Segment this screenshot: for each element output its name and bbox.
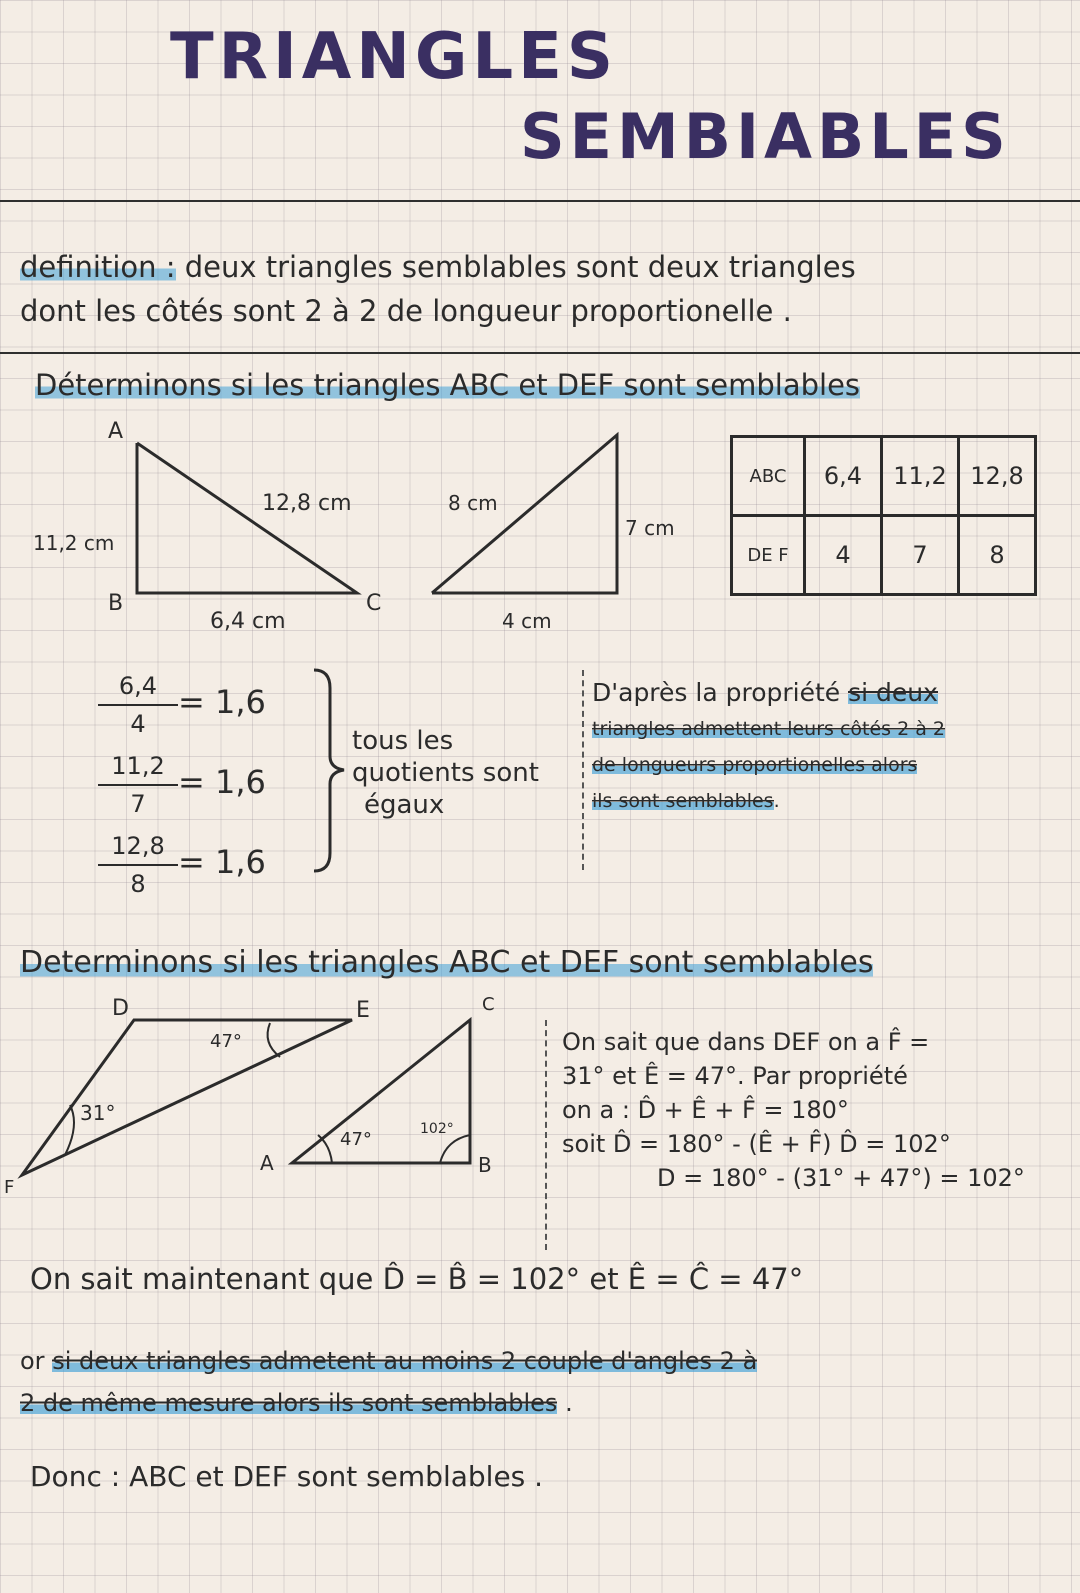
- fraction-num: 11,2: [111, 752, 165, 780]
- section1-figures: [0, 410, 720, 640]
- fraction-num: 12,8: [111, 832, 165, 860]
- definition-line-2: dont les côtés sont 2 à 2 de longueur proportionelle .: [20, 294, 792, 328]
- label-d: D: [112, 996, 129, 1021]
- conclusion-final: Donc : ABC et DEF sont semblables .: [30, 1460, 544, 1493]
- brace-text-line-3: égaux: [364, 790, 445, 820]
- fraction-result-3: = 1,6: [178, 843, 266, 881]
- table-row: [732, 516, 1036, 595]
- angle-f: 31°: [80, 1101, 116, 1125]
- definition-line-1: deux triangles semblables sont deux triangles: [184, 250, 856, 284]
- label-c: C: [366, 591, 382, 616]
- side-ab: 11,2 cm: [33, 531, 115, 555]
- fraction-3: [98, 832, 178, 898]
- brace-text: [352, 725, 539, 821]
- fraction-2: [98, 752, 178, 818]
- reasoning-block: [562, 1025, 1072, 1195]
- section2-heading: Determinons si les triangles ABC et DEF sont semblables: [20, 945, 874, 980]
- side-bc: 6,4 cm: [210, 609, 286, 634]
- property-strike-3: de longueurs proportionelles alors: [592, 754, 918, 776]
- section1-heading: Déterminons si les triangles ABC et DEF sont semblables: [35, 368, 861, 402]
- side-ac: 12,8 cm: [262, 491, 352, 516]
- property-end: .: [773, 790, 780, 812]
- reasoning-line-3: on a : D̂ + Ê + F̂ = 180°: [562, 1096, 849, 1124]
- title-line-2: SEMBIABLES: [520, 100, 1011, 173]
- triangle-def-angles: [22, 1020, 352, 1175]
- conclusion-or: or: [20, 1347, 45, 1375]
- table-cell: 12,8: [959, 437, 1036, 516]
- reasoning-line-2: 31° et Ê = 47°. Par propriété: [562, 1062, 908, 1090]
- fraction-den: 8: [130, 870, 146, 898]
- angle-a: 47°: [340, 1129, 372, 1150]
- property-block: [592, 675, 1072, 819]
- reasoning-line-4: soit D̂ = 180° - (Ê + F̂) D̂ = 102°: [562, 1130, 951, 1158]
- label-e: E: [356, 998, 370, 1023]
- conclusion-dot: .: [565, 1389, 573, 1417]
- angle-b: 102°: [420, 1121, 454, 1137]
- title-line-1: TRIANGLES: [170, 20, 618, 94]
- table-cell: 7: [882, 516, 959, 595]
- definition-block: [20, 245, 1070, 333]
- reasoning-line-5: D = 180° - (31° + 47°) = 102°: [657, 1164, 1025, 1192]
- property-intro: D'après la propriété: [592, 678, 841, 707]
- table-cell: 6,4: [805, 437, 882, 516]
- brace-text-line-2: quotients sont: [352, 758, 539, 788]
- fraction-result-1: = 1,6: [178, 683, 266, 721]
- fraction-num: 6,4: [118, 672, 158, 700]
- conclusion-rule: [20, 1340, 1070, 1424]
- label-a: A: [108, 419, 124, 444]
- reasoning-line-1: On sait que dans DEF on a F̂ =: [562, 1028, 930, 1056]
- conclusion-strike-b: 2 de même mesure alors ils sont semblables: [20, 1389, 558, 1417]
- dashed-separator-2: [545, 1020, 547, 1250]
- fraction-result-2: = 1,6: [178, 763, 266, 801]
- table-cell: DE F: [732, 516, 805, 595]
- triangle-abc: [137, 443, 357, 593]
- label-f: F: [4, 1177, 15, 1198]
- triangle-abc-angles: [292, 1020, 470, 1163]
- brace-text-line-1: tous les: [352, 726, 454, 756]
- property-strike-1: si deux: [848, 678, 938, 707]
- fraction-1: [98, 672, 178, 738]
- curly-brace: [312, 668, 352, 873]
- fraction-den: 7: [130, 790, 146, 818]
- table-cell: ABC: [732, 437, 805, 516]
- divider-definition: [0, 352, 1080, 354]
- table-cell: 4: [805, 516, 882, 595]
- label-a2: A: [260, 1151, 274, 1175]
- table-cell: 8: [959, 516, 1036, 595]
- table-cell: 11,2: [882, 437, 959, 516]
- ratio-table: [730, 435, 1037, 596]
- side-hyp: 8 cm: [448, 491, 498, 515]
- label-b2: B: [478, 1153, 492, 1177]
- property-strike-2: triangles admettent leurs côtés 2 à 2: [592, 718, 946, 740]
- angle-e: 47°: [210, 1031, 242, 1052]
- label-c2: C: [482, 995, 495, 1015]
- side-base: 4 cm: [502, 609, 552, 633]
- divider-top: [0, 200, 1080, 202]
- section2-figures: [0, 995, 530, 1210]
- table-row: [732, 437, 1036, 516]
- definition-label: definition :: [20, 250, 176, 284]
- property-strike-4: ils sont semblables: [592, 790, 774, 812]
- conclusion-strike-a: si deux triangles admetent au moins 2 couple d'angles 2 à: [52, 1347, 758, 1375]
- conclusion-line-1: On sait maintenant que D̂ = B̂ = 102° et Ê = Ĉ = 47°: [30, 1262, 804, 1296]
- dashed-separator-1: [582, 670, 584, 870]
- side-vert: 7 cm: [625, 516, 675, 540]
- label-b: B: [108, 591, 124, 616]
- fraction-den: 4: [130, 710, 146, 738]
